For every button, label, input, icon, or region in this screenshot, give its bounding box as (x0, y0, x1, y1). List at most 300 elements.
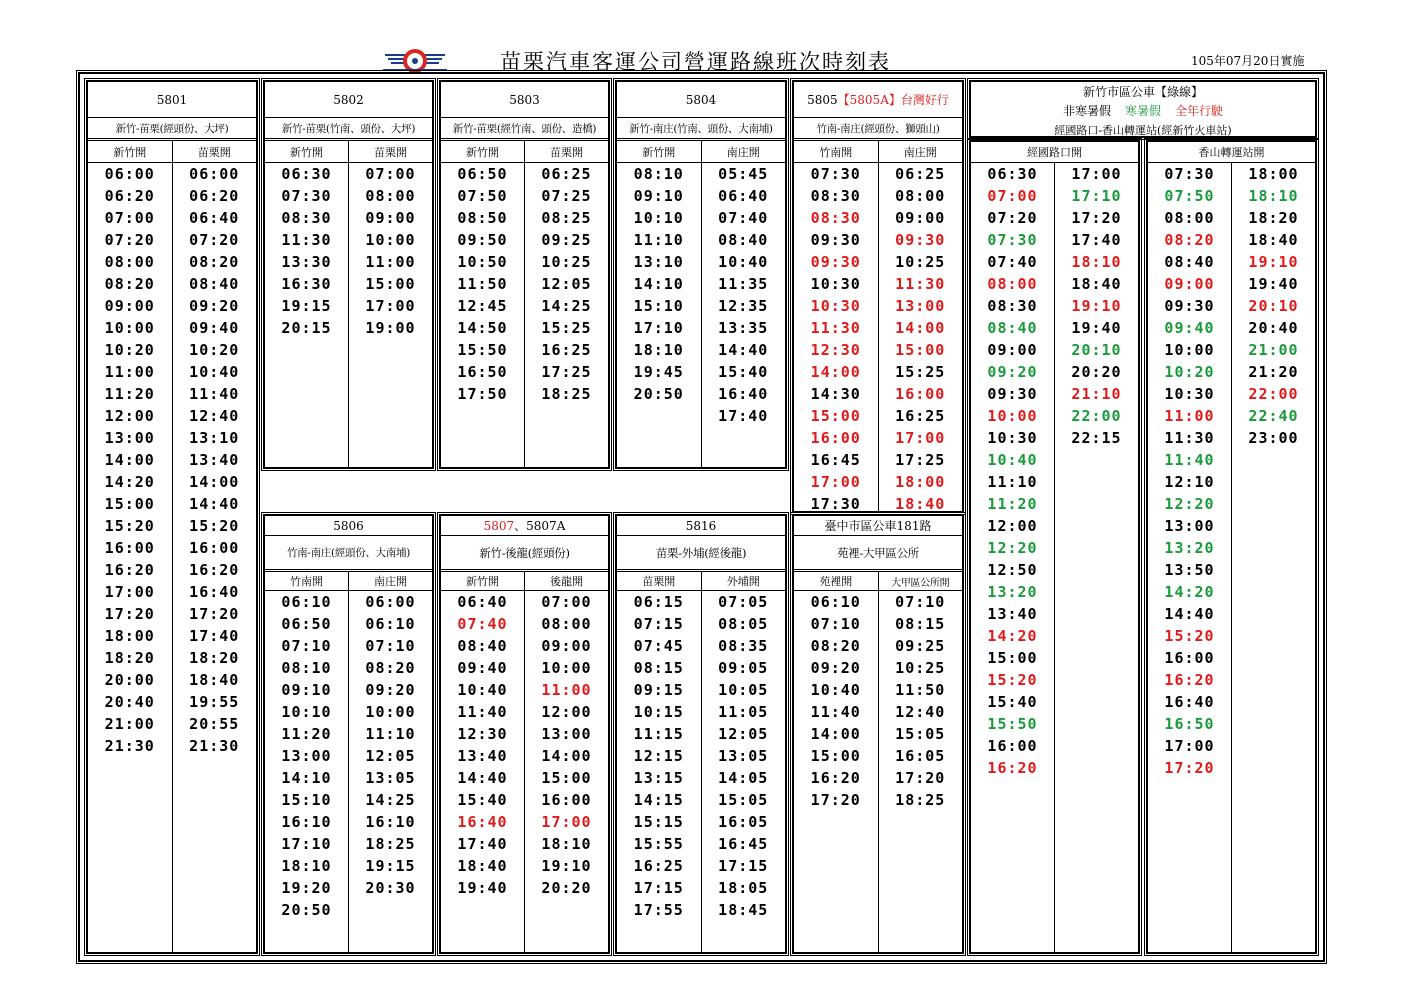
departure-time: 21:20 (1248, 363, 1299, 381)
departure-time: 13:50 (1164, 561, 1215, 579)
time-column (1054, 163, 1138, 952)
departure-time: 19:20 (281, 879, 332, 897)
departure-time: 14:20 (104, 473, 155, 491)
departure-time: 14:40 (1164, 605, 1215, 623)
departure-time: 19:40 (1248, 275, 1299, 293)
departure-time: 10:30 (810, 275, 861, 293)
departure-time: 19:10 (541, 857, 592, 875)
departure-time: 18:20 (104, 649, 155, 667)
departure-time: 11:10 (633, 231, 684, 249)
departure-time: 11:00 (541, 681, 592, 699)
departure-time: 18:10 (633, 341, 684, 359)
departure-time: 09:25 (895, 637, 946, 655)
time-column (1148, 163, 1231, 952)
service-legend (971, 100, 1315, 120)
time-column (265, 591, 348, 952)
departure-time: 21:00 (104, 715, 155, 733)
departure-time: 07:30 (281, 187, 332, 205)
departure-time: 16:20 (189, 561, 240, 579)
departure-time: 10:00 (365, 703, 416, 721)
departure-time: 17:00 (541, 813, 592, 831)
departure-time: 15:00 (810, 747, 861, 765)
departure-time: 13:10 (189, 429, 240, 447)
departure-time: 15:50 (987, 715, 1038, 733)
departure-time: 15:20 (189, 517, 240, 535)
departure-time: 12:05 (541, 275, 592, 293)
departure-time: 18:10 (541, 835, 592, 853)
departure-time: 08:00 (104, 253, 155, 271)
departure-time: 16:40 (1164, 693, 1215, 711)
departure-time: 16:40 (189, 583, 240, 601)
departure-time: 07:10 (895, 593, 946, 611)
departure-time: 11:30 (1164, 429, 1215, 447)
departure-time: 13:15 (633, 769, 684, 787)
departure-time: 14:30 (810, 385, 861, 403)
departure-time: 18:40 (1071, 275, 1122, 293)
col-header-departure: 苑裡開 (819, 575, 853, 588)
departure-time: 16:05 (718, 813, 769, 831)
departure-time: 16:10 (365, 813, 416, 831)
departure-time: 06:30 (281, 165, 332, 183)
departure-time: 10:20 (1164, 363, 1215, 381)
departure-time: 11:00 (365, 253, 416, 271)
departure-time: 07:00 (104, 209, 155, 227)
departure-time: 18:20 (1248, 209, 1299, 227)
departure-time: 10:15 (633, 703, 684, 721)
departure-time: 15:00 (987, 649, 1038, 667)
departure-time: 10:40 (718, 253, 769, 271)
departure-time: 08:10 (281, 659, 332, 677)
departure-time: 07:20 (987, 209, 1038, 227)
departure-time: 09:30 (987, 385, 1038, 403)
departure-time: 17:30 (810, 495, 861, 513)
route-number: 5807 (483, 518, 515, 533)
departure-time: 14:25 (541, 297, 592, 315)
departure-time: 16:45 (810, 451, 861, 469)
departure-time: 17:50 (457, 385, 508, 403)
departure-time: 20:50 (281, 901, 332, 919)
departure-time: 16:40 (457, 813, 508, 831)
departure-time: 11:20 (104, 385, 155, 403)
departure-time: 10:00 (987, 407, 1038, 425)
departure-time: 11:30 (810, 319, 861, 337)
time-column (617, 591, 701, 952)
departure-time: 17:20 (189, 605, 240, 623)
route-5804-table (615, 80, 787, 469)
departure-time: 16:25 (895, 407, 946, 425)
departure-time: 17:15 (718, 857, 769, 875)
departure-time: 13:40 (987, 605, 1038, 623)
departure-time: 16:25 (541, 341, 592, 359)
departure-time: 18:25 (541, 385, 592, 403)
departure-time: 08:00 (987, 275, 1038, 293)
departure-time: 13:05 (365, 769, 416, 787)
departure-time: 15:40 (457, 791, 508, 809)
time-column (1231, 163, 1315, 952)
departure-time: 08:30 (987, 297, 1038, 315)
departure-time: 20:20 (541, 879, 592, 897)
col-header-departure: 新竹開 (466, 145, 499, 159)
departure-time: 07:20 (189, 231, 240, 249)
departure-time: 11:40 (810, 703, 861, 721)
green-line-table (969, 80, 1317, 138)
departure-time: 06:25 (541, 165, 592, 183)
departure-time: 17:40 (457, 835, 508, 853)
departure-time: 17:10 (281, 835, 332, 853)
route-number: 5802 (265, 82, 432, 118)
departure-time: 17:15 (633, 879, 684, 897)
departure-time: 17:25 (895, 451, 946, 469)
route-number: 5804 (617, 82, 785, 118)
departure-time: 22:00 (1248, 385, 1299, 403)
departure-time: 21:00 (1248, 341, 1299, 359)
departure-time: 11:10 (987, 473, 1038, 491)
departure-time: 17:55 (633, 901, 684, 919)
departure-time: 15:10 (281, 791, 332, 809)
departure-time: 07:00 (987, 187, 1038, 205)
departure-time: 15:00 (104, 495, 155, 513)
departure-time: 17:00 (104, 583, 155, 601)
departure-time: 06:00 (365, 593, 416, 611)
legend-holiday: 寒暑假 (1124, 103, 1161, 118)
route-number: 5816 (617, 516, 785, 536)
departure-time: 08:25 (541, 209, 592, 227)
departure-time: 09:40 (1164, 319, 1215, 337)
departure-time: 07:25 (541, 187, 592, 205)
departure-time: 08:15 (895, 615, 946, 633)
departure-time: 23:00 (1248, 429, 1299, 447)
departure-time: 08:30 (281, 209, 332, 227)
departure-time: 19:40 (1071, 319, 1122, 337)
route-description: 新竹-後龍(經頭份) (441, 536, 608, 572)
departure-time: 11:10 (365, 725, 416, 743)
departure-time: 14:00 (810, 725, 861, 743)
departure-time: 15:00 (365, 275, 416, 293)
departure-time: 07:30 (1164, 165, 1215, 183)
route-5802-table (263, 80, 434, 469)
departure-time: 11:00 (104, 363, 155, 381)
col-header-departure: 苗栗開 (172, 141, 257, 162)
departure-time: 18:00 (1248, 165, 1299, 183)
route-description: 新竹-苗栗(經頭份、大坪) (88, 118, 256, 141)
departure-time: 08:40 (189, 275, 240, 293)
departure-time: 09:10 (281, 681, 332, 699)
legend-non-holiday: 非寒暑假 (1062, 103, 1111, 118)
departure-time: 10:00 (365, 231, 416, 249)
departure-time: 12:30 (810, 341, 861, 359)
departure-time: 08:00 (1164, 209, 1215, 227)
departure-time: 16:05 (895, 747, 946, 765)
departure-time: 09:00 (1164, 275, 1215, 293)
departure-time: 09:20 (987, 363, 1038, 381)
departure-time: 14:25 (365, 791, 416, 809)
departure-time: 07:40 (987, 253, 1038, 271)
departure-time: 09:20 (810, 659, 861, 677)
departure-time: 06:00 (104, 165, 155, 183)
departure-time: 06:25 (895, 165, 946, 183)
col-header-departure: 竹南開 (290, 575, 323, 588)
col-header-departure: 後龍開 (524, 572, 608, 590)
departure-time: 14:10 (633, 275, 684, 293)
departure-time: 12:00 (541, 703, 592, 721)
departure-time: 11:40 (1164, 451, 1215, 469)
col-header-departure: 苗栗開 (524, 141, 608, 162)
time-column (441, 163, 524, 467)
departure-time: 07:05 (718, 593, 769, 611)
departure-time: 13:20 (1164, 539, 1215, 557)
departure-time: 20:50 (633, 385, 684, 403)
departure-time: 09:40 (457, 659, 508, 677)
departure-time: 17:40 (718, 407, 769, 425)
departure-time: 06:40 (189, 209, 240, 227)
departure-time: 22:15 (1071, 429, 1122, 447)
departure-time: 12:20 (1164, 495, 1215, 513)
departure-time: 09:25 (541, 231, 592, 249)
company-logo-icon (383, 48, 447, 74)
departure-time: 07:30 (810, 165, 861, 183)
departure-time: 13:00 (895, 297, 946, 315)
departure-time: 16:20 (104, 561, 155, 579)
departure-time: 06:50 (281, 615, 332, 633)
time-column (265, 163, 348, 467)
departure-time: 15:20 (987, 671, 1038, 689)
departure-time: 22:40 (1248, 407, 1299, 425)
departure-time: 16:00 (541, 791, 592, 809)
route-description: 苑裡-大甲區公所 (794, 536, 962, 572)
departure-time: 18:25 (895, 791, 946, 809)
departure-time: 08:20 (810, 637, 861, 655)
departure-time: 12:35 (718, 297, 769, 315)
departure-time: 10:00 (1164, 341, 1215, 359)
departure-time: 15:20 (1164, 627, 1215, 645)
departure-time: 06:00 (189, 165, 240, 183)
departure-time: 18:00 (895, 473, 946, 491)
time-column (701, 163, 786, 467)
departure-time: 20:55 (189, 715, 240, 733)
effective-date: 105年07月20日實施 (1191, 54, 1305, 68)
departure-time: 11:20 (281, 725, 332, 743)
departure-time: 13:00 (104, 429, 155, 447)
departure-time: 10:25 (895, 659, 946, 677)
departure-time: 17:20 (1071, 209, 1122, 227)
departure-time: 15:40 (718, 363, 769, 381)
departure-time: 07:50 (1164, 187, 1215, 205)
departure-time: 18:45 (718, 901, 769, 919)
departure-time: 17:10 (1071, 187, 1122, 205)
departure-time: 06:15 (633, 593, 684, 611)
route-number-5807 (441, 516, 608, 536)
time-column (172, 163, 257, 952)
departure-time: 20:00 (104, 671, 155, 689)
time-column (441, 591, 524, 952)
departure-time: 17:25 (541, 363, 592, 381)
departure-time: 10:25 (541, 253, 592, 271)
departure-time: 12:00 (987, 517, 1038, 535)
departure-time: 06:10 (365, 615, 416, 633)
departure-time: 14:40 (718, 341, 769, 359)
departure-time: 15:00 (810, 407, 861, 425)
departure-time: 08:20 (365, 659, 416, 677)
departure-time: 14:00 (541, 747, 592, 765)
departure-time: 06:40 (457, 593, 508, 611)
time-column (524, 591, 608, 952)
departure-time: 09:00 (365, 209, 416, 227)
time-column (971, 163, 1054, 952)
route-description: 新竹-南庄(竹南、頭份、大南埔) (617, 118, 785, 141)
departure-time: 13:40 (457, 747, 508, 765)
departure-time: 13:00 (541, 725, 592, 743)
departure-time: 18:10 (1071, 253, 1122, 271)
departure-time: 14:15 (633, 791, 684, 809)
departure-time: 15:05 (718, 791, 769, 809)
time-column (794, 163, 878, 511)
route-description: 新竹-苗栗(竹南、頭份、大坪) (265, 118, 432, 141)
departure-time: 10:40 (987, 451, 1038, 469)
departure-time: 10:20 (104, 341, 155, 359)
departure-time: 07:30 (987, 231, 1038, 249)
departure-time: 19:55 (189, 693, 240, 711)
departure-time: 09:00 (895, 209, 946, 227)
departure-time: 07:00 (541, 593, 592, 611)
departure-time: 09:05 (718, 659, 769, 677)
departure-time: 20:15 (281, 319, 332, 337)
page-title: 苗栗汽車客運公司營運路線班次時刻表 (500, 50, 891, 74)
departure-time: 22:00 (1071, 407, 1122, 425)
departure-time: 11:20 (987, 495, 1038, 513)
col-header-departure: 苗栗開 (642, 575, 676, 588)
departure-time: 11:50 (457, 275, 508, 293)
departure-time: 16:00 (987, 737, 1038, 755)
departure-time: 18:40 (189, 671, 240, 689)
departure-time: 10:50 (457, 253, 508, 271)
route-5803-table (439, 80, 610, 469)
col-header-departure: 經國路口開 (1027, 146, 1082, 159)
time-column (348, 163, 432, 467)
col-header-departure: 南庄開 (701, 141, 786, 162)
departure-time: 14:20 (1164, 583, 1215, 601)
departure-time: 13:10 (633, 253, 684, 271)
departure-time: 17:10 (633, 319, 684, 337)
departure-time: 12:05 (718, 725, 769, 743)
departure-time: 08:20 (104, 275, 155, 293)
departure-time: 11:00 (1164, 407, 1215, 425)
departure-time: 17:00 (365, 297, 416, 315)
departure-time: 17:20 (895, 769, 946, 787)
route-number: 5806 (265, 516, 432, 536)
departure-time: 16:50 (457, 363, 508, 381)
departure-time: 08:40 (987, 319, 1038, 337)
time-column (878, 591, 963, 952)
departure-time: 14:00 (104, 451, 155, 469)
departure-time: 18:40 (895, 495, 946, 513)
departure-time: 12:40 (189, 407, 240, 425)
route-5806-table (263, 514, 434, 954)
departure-time: 09:30 (810, 253, 861, 271)
departure-time: 17:00 (810, 473, 861, 491)
route-special-label: 【5805A】台灣好行 (837, 93, 949, 107)
departure-time: 16:25 (633, 857, 684, 875)
departure-time: 11:05 (718, 703, 769, 721)
departure-time: 10:10 (633, 209, 684, 227)
route-description: 經國路口-香山轉運站(經新竹火車站) (1054, 124, 1232, 137)
departure-time: 13:20 (987, 583, 1038, 601)
col-header-departure: 苗栗開 (348, 141, 432, 162)
departure-time: 10:00 (104, 319, 155, 337)
departure-time: 19:15 (365, 857, 416, 875)
departure-time: 06:20 (104, 187, 155, 205)
departure-time: 14:00 (810, 363, 861, 381)
departure-time: 17:40 (189, 627, 240, 645)
legend-year-round: 全年行駛 (1175, 103, 1224, 118)
departure-time: 16:30 (281, 275, 332, 293)
departure-time: 06:10 (281, 593, 332, 611)
departure-time: 12:30 (457, 725, 508, 743)
departure-time: 15:25 (895, 363, 946, 381)
departure-time: 17:00 (1164, 737, 1215, 755)
col-header-departure: 大甲區公所開 (878, 572, 963, 590)
departure-time: 19:45 (633, 363, 684, 381)
departure-time: 08:00 (365, 187, 416, 205)
time-column (88, 163, 172, 952)
departure-time: 11:50 (895, 681, 946, 699)
time-column (524, 163, 608, 467)
departure-time: 06:30 (987, 165, 1038, 183)
departure-time: 15:50 (457, 341, 508, 359)
time-column (701, 591, 786, 952)
departure-time: 14:05 (718, 769, 769, 787)
departure-time: 13:40 (189, 451, 240, 469)
departure-time: 08:50 (457, 209, 508, 227)
departure-time: 20:30 (365, 879, 416, 897)
time-column (617, 163, 701, 467)
departure-time: 16:00 (104, 539, 155, 557)
departure-time: 08:00 (895, 187, 946, 205)
departure-time: 08:15 (633, 659, 684, 677)
departure-time: 16:50 (1164, 715, 1215, 733)
route-description: 竹南-南庄(經頭份、大南埔) (265, 536, 432, 572)
departure-time: 15:05 (895, 725, 946, 743)
departure-time: 12:00 (104, 407, 155, 425)
departure-time: 08:35 (718, 637, 769, 655)
departure-time: 17:00 (1071, 165, 1122, 183)
departure-time: 14:50 (457, 319, 508, 337)
departure-time: 20:20 (1071, 363, 1122, 381)
departure-time: 16:20 (1164, 671, 1215, 689)
departure-time: 09:00 (541, 637, 592, 655)
green-line-title: 新竹市區公車【綠線】 (1082, 84, 1203, 99)
route-number: 臺中市區公車181路 (794, 516, 962, 536)
departure-time: 10:10 (281, 703, 332, 721)
departure-time: 16:45 (718, 835, 769, 853)
route-5816-table (615, 514, 787, 954)
departure-time: 12:50 (987, 561, 1038, 579)
departure-time: 07:00 (365, 165, 416, 183)
departure-time: 18:05 (718, 879, 769, 897)
route-description: 苗栗-外埔(經後龍) (617, 536, 785, 572)
departure-time: 11:30 (281, 231, 332, 249)
departure-time: 17:20 (104, 605, 155, 623)
departure-time: 13:05 (718, 747, 769, 765)
departure-time: 11:40 (189, 385, 240, 403)
route-number: 5805 (807, 92, 838, 107)
departure-time: 10:40 (457, 681, 508, 699)
departure-time: 13:30 (281, 253, 332, 271)
departure-time: 07:45 (633, 637, 684, 655)
departure-time: 16:00 (189, 539, 240, 557)
departure-time: 16:20 (987, 759, 1038, 777)
departure-time: 14:40 (457, 769, 508, 787)
departure-time: 05:45 (718, 165, 769, 183)
